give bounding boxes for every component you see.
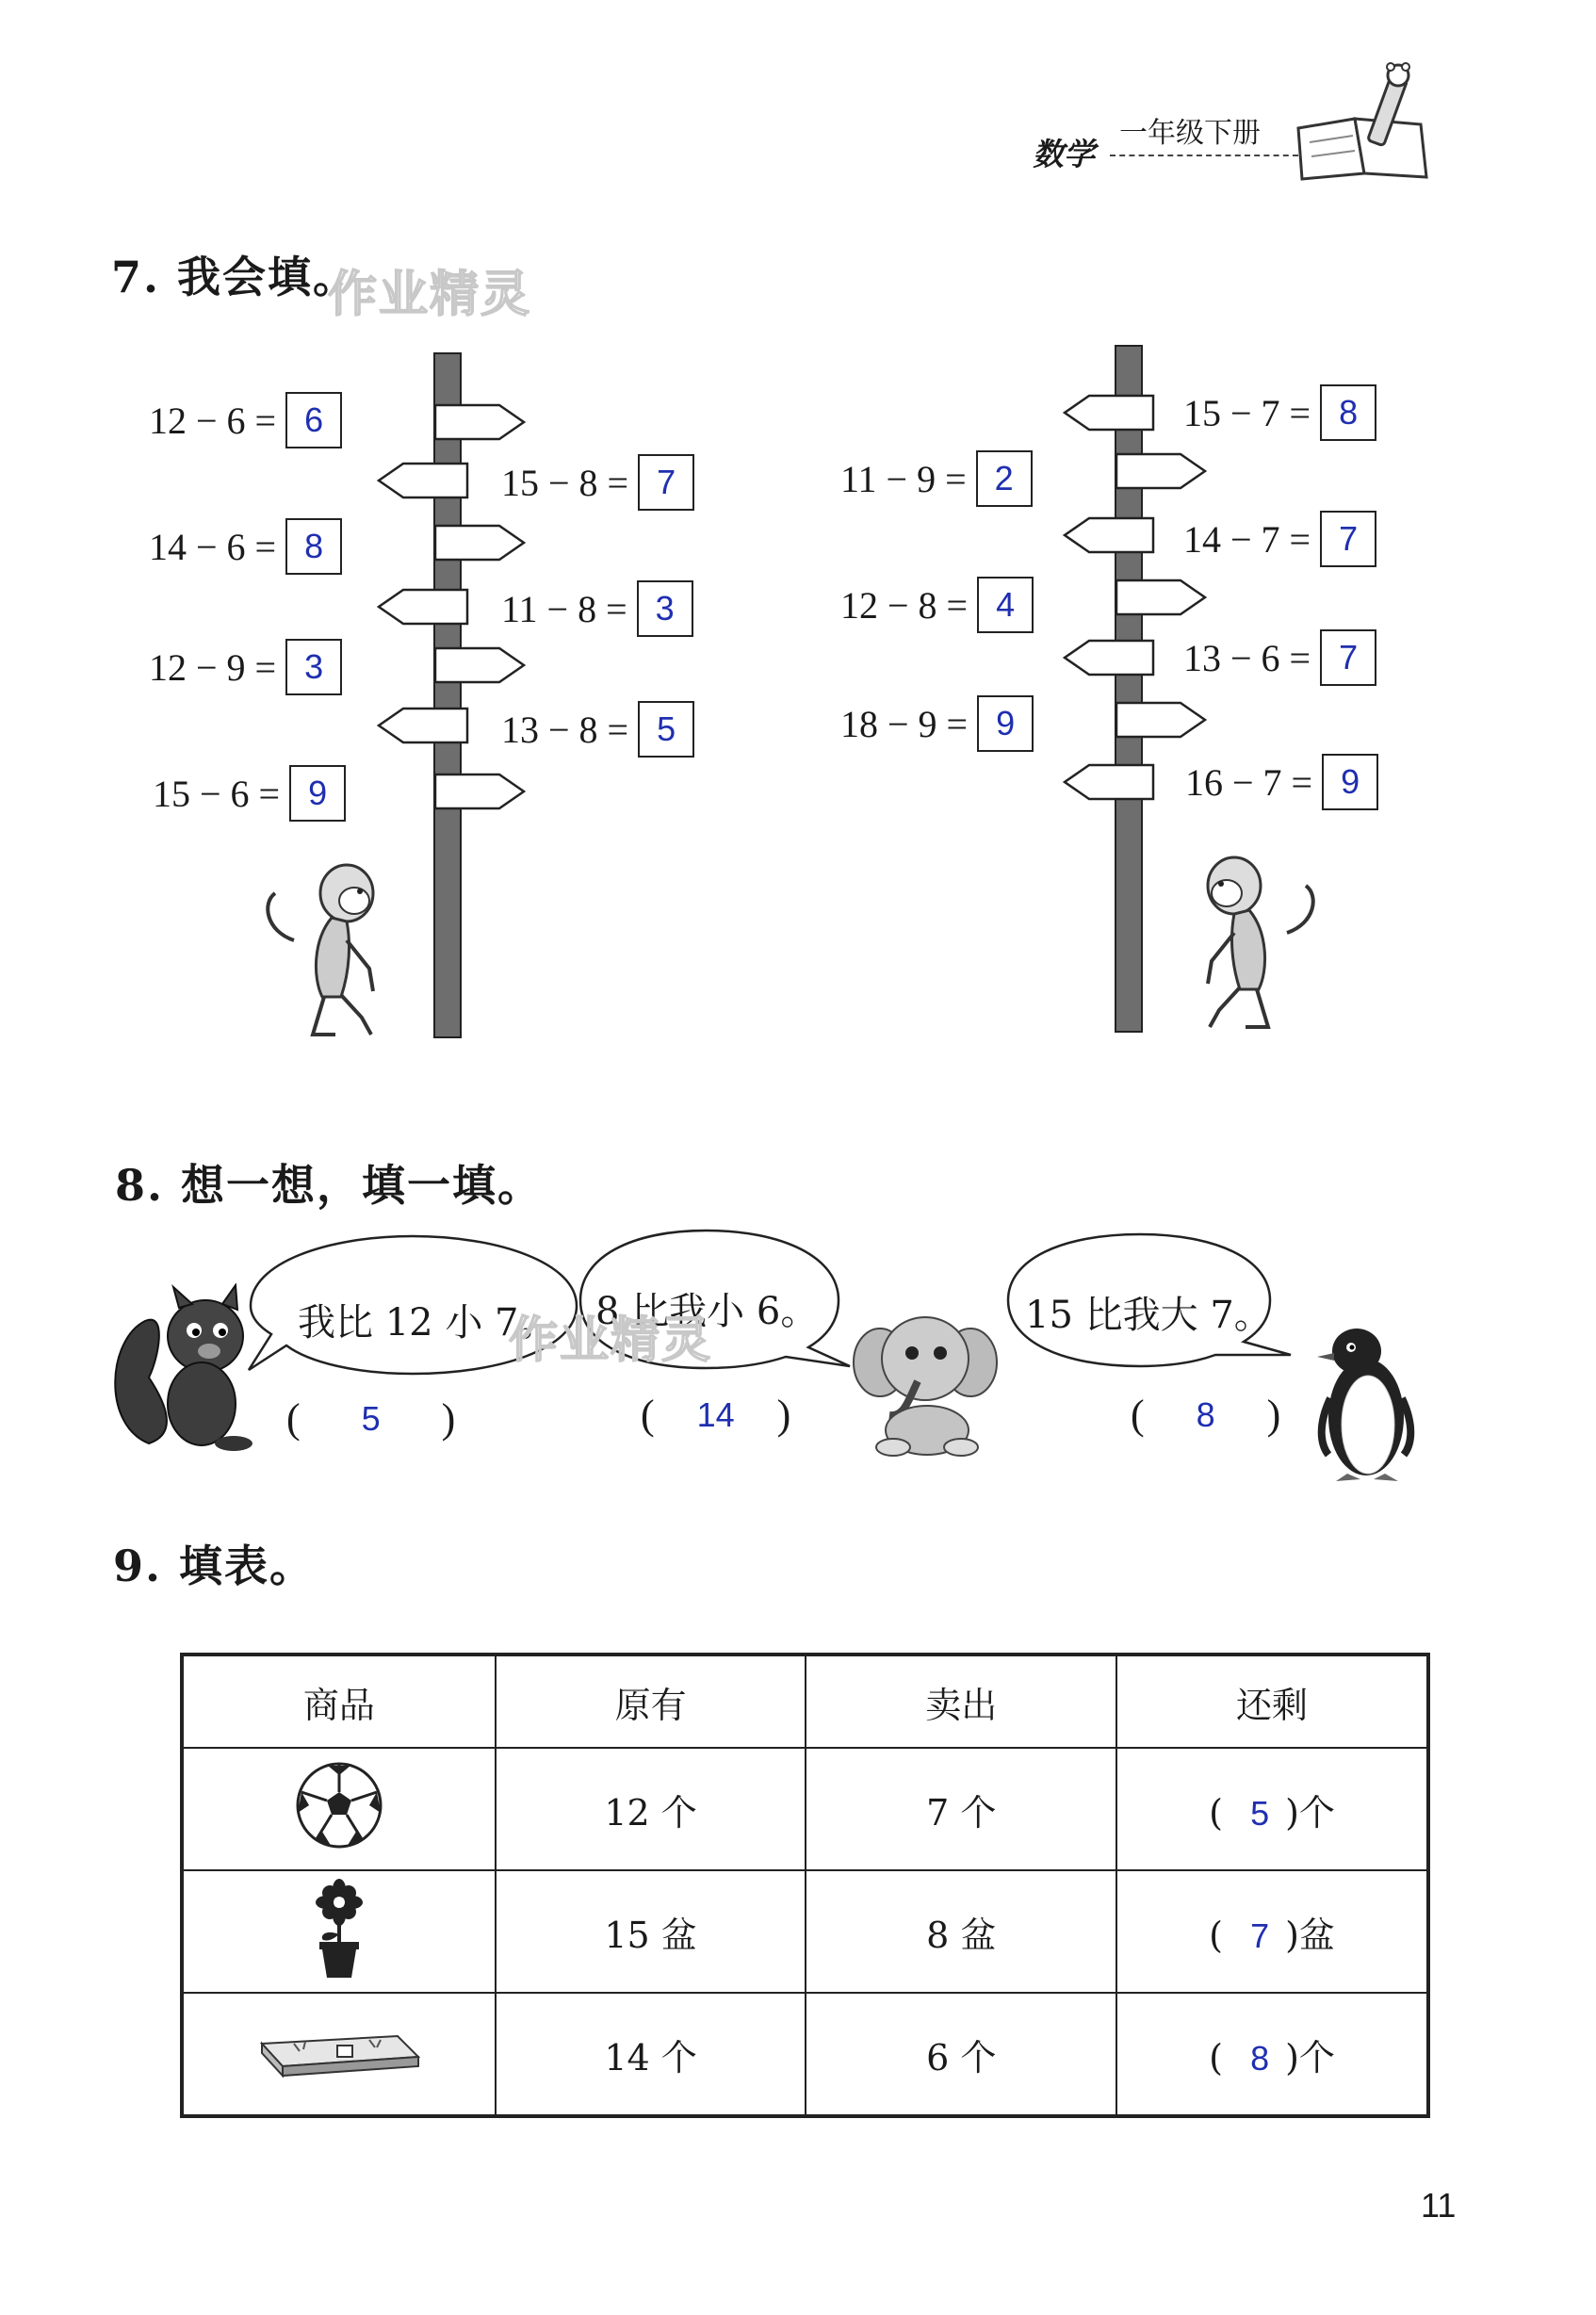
answer-box[interactable]: 4 [977, 577, 1034, 633]
q7-title [111, 243, 358, 305]
signpost-pole-left [433, 352, 462, 1038]
equation-row [153, 763, 346, 823]
remaining-cell[interactable]: ( 7 )盆 [1116, 1870, 1428, 1993]
sign-arrow-right [1115, 699, 1209, 741]
unit-label: 个 [1298, 1791, 1335, 1834]
equation-row [149, 516, 342, 577]
original-cell: 15 盆 [496, 1870, 806, 1993]
column-header-remaining: 还剩 [1116, 1655, 1428, 1748]
original-cell: 12 个 [496, 1748, 806, 1870]
goods-cell [182, 1870, 496, 1993]
squirrel-icon [111, 1283, 262, 1453]
sign-arrow-right [433, 522, 528, 563]
remaining-cell[interactable]: ( 5 )个 [1116, 1748, 1428, 1870]
answer-blank[interactable] [641, 1391, 790, 1439]
answer-box[interactable]: 3 [285, 639, 342, 695]
answer-box[interactable]: 7 [1320, 629, 1376, 686]
equation-text: 18 − 9 = [840, 702, 969, 745]
equation-text: 11 − 8 = [501, 587, 627, 630]
left-paren: ( [1131, 1392, 1145, 1438]
table-row [182, 1993, 1428, 2116]
equation-text: 12 − 8 = [840, 583, 969, 627]
sign-arrow-left [375, 586, 469, 628]
right-paren: ) [776, 1392, 791, 1438]
sold-cell: 7 个 [806, 1748, 1116, 1870]
q9-title-text: 填表。 [179, 1541, 316, 1591]
column-header-goods: 商品 [182, 1655, 496, 1748]
equation-text: 15 − 8 = [501, 461, 629, 504]
answer-box[interactable]: 9 [289, 765, 346, 822]
answer-blank[interactable] [1131, 1391, 1280, 1439]
answer-box[interactable]: 9 [977, 695, 1034, 752]
left-paren: ( [641, 1392, 655, 1438]
page-number: 11 [1421, 2186, 1457, 2225]
q7-number: 7. [111, 252, 161, 302]
equation-row [149, 637, 342, 697]
monkey-icon [1193, 848, 1325, 1036]
equation-row [1183, 628, 1376, 688]
watermark: 作业精灵 [328, 267, 532, 323]
q8-number: 8. [115, 1160, 165, 1211]
sold-cell: 8 盆 [806, 1870, 1116, 1993]
pencil-case-icon [256, 2017, 422, 2083]
column-header-sold: 卖出 [806, 1655, 1116, 1748]
equation-text: 15 − 6 = [153, 772, 281, 815]
penguin-icon [1313, 1323, 1417, 1483]
watermark: 作业精灵 [509, 1312, 713, 1369]
equation-text: 12 − 9 = [149, 645, 277, 689]
answer-box[interactable]: 9 [1322, 754, 1378, 810]
sign-arrow-right [1115, 450, 1209, 492]
equation-row [1185, 752, 1378, 812]
answer-box[interactable]: 7 [1320, 511, 1376, 567]
monkey-icon [256, 856, 388, 1044]
answer-box[interactable]: 5 [638, 701, 694, 758]
q9-title [113, 1532, 315, 1594]
answer-value: 14 [696, 1394, 735, 1434]
equation-row [840, 448, 1033, 509]
equation-row [840, 575, 1034, 635]
soccer-ball-icon [294, 1760, 384, 1850]
answer-box[interactable]: 2 [976, 450, 1033, 507]
sign-arrow-left [1061, 761, 1155, 803]
equation-text: 13 − 6 = [1183, 636, 1311, 679]
unit-label: 盆 [1298, 1914, 1335, 1956]
sold-cell: 6 个 [806, 1993, 1116, 2116]
answer-box[interactable]: 3 [637, 580, 693, 637]
answer-value: 7 [1250, 1916, 1270, 1955]
bubble-text: 我比 12 小 7。 [298, 1301, 557, 1345]
header-divider [1110, 155, 1298, 156]
answer-value: 5 [361, 1398, 381, 1438]
goods-cell [182, 1748, 496, 1870]
equation-text: 14 − 7 = [1183, 517, 1311, 561]
answer-box[interactable]: 7 [638, 454, 694, 511]
sign-arrow-left [1061, 392, 1155, 433]
table-row [182, 1748, 1428, 1870]
table-row [182, 1870, 1428, 1993]
sign-arrow-left [375, 705, 469, 746]
answer-blank[interactable] [286, 1394, 455, 1443]
answer-box[interactable]: 8 [285, 518, 342, 575]
sign-arrow-right [433, 644, 528, 686]
equation-text: 11 − 9 = [840, 457, 967, 500]
equation-text: 13 − 8 = [501, 708, 629, 751]
left-paren: ( [286, 1395, 301, 1442]
sign-arrow-right [433, 771, 528, 812]
header-subject: 数学 [1033, 136, 1095, 172]
answer-box[interactable]: 8 [1320, 384, 1376, 441]
sign-arrow-left [375, 460, 469, 501]
equation-row [501, 452, 694, 513]
right-paren: ) [1266, 1392, 1281, 1438]
goods-cell [182, 1993, 496, 2116]
signpost-pole-right [1115, 345, 1143, 1033]
notebook-pencil-icon [1289, 62, 1440, 185]
bubble-text: 15 比我大 7。 [1025, 1294, 1272, 1337]
equation-row [1183, 509, 1376, 569]
sign-arrow-right [433, 401, 528, 443]
header-grade: 一年级下册 [1119, 117, 1261, 150]
original-cell: 14 个 [496, 1993, 806, 2116]
q8-title-text: 想一想，填一填。 [181, 1160, 544, 1211]
q7-title-text: 我会填。 [177, 252, 359, 302]
answer-value: 5 [1250, 1793, 1270, 1833]
unit-label: 个 [1298, 2036, 1335, 2079]
equation-text: 16 − 7 = [1185, 760, 1313, 804]
potted-flower-icon [306, 1876, 372, 1980]
equation-row [840, 693, 1034, 754]
equation-text: 14 − 6 = [149, 525, 277, 568]
q8-title [115, 1151, 543, 1214]
column-header-original: 原有 [496, 1655, 806, 1748]
equation-text: 15 − 7 = [1183, 391, 1311, 434]
goods-table [180, 1653, 1430, 2118]
equation-row [1183, 383, 1376, 443]
answer-value: 8 [1196, 1394, 1215, 1434]
right-paren: ) [441, 1395, 456, 1442]
equation-row [149, 390, 342, 450]
q9-number: 9. [113, 1541, 163, 1591]
elephant-icon [852, 1306, 999, 1457]
equation-text: 12 − 6 = [149, 399, 277, 442]
sign-arrow-left [1061, 514, 1155, 556]
equation-row [501, 699, 694, 759]
answer-box[interactable]: 6 [285, 392, 342, 448]
table-header-row [182, 1655, 1428, 1748]
equation-row [501, 579, 693, 639]
answer-value: 8 [1250, 2038, 1270, 2078]
sign-arrow-left [1061, 637, 1155, 678]
bubble-text: 8 比我小 6。 [595, 1290, 819, 1333]
remaining-cell[interactable]: ( 8 )个 [1116, 1993, 1428, 2116]
sign-arrow-right [1115, 577, 1209, 618]
